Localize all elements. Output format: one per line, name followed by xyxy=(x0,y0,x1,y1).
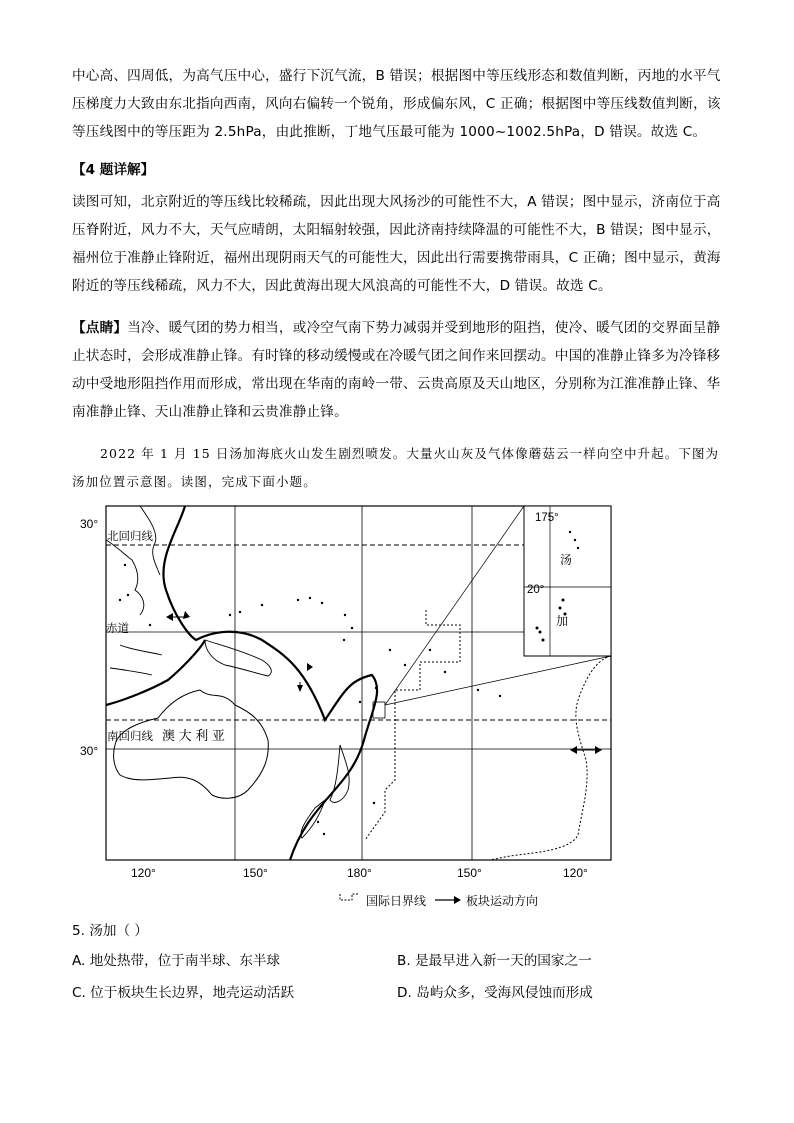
answer-paragraph-3: 中心高、四周低，为高气压中心，盛行下沉气流，B 错误；根据图中等压线形态和数值判断，丙地的水平气压梯度力大致由东北指向西南，风向右偏转一个锐角，形成偏东风，C 正确；根据图中等压线数值判断，该等压线图中的等压距为 2.5hPa，由此推断，丁地气压最可能为 1000~1002.5hPa，D 错误。故选 C。 xyxy=(72,68,721,140)
inset-label-ga: 加 xyxy=(556,614,569,628)
label-lat-30s: 30° xyxy=(80,744,99,758)
label-australia: 澳 大 利 亚 xyxy=(162,728,225,743)
plate-boundary xyxy=(163,506,377,860)
label-tropic-capricorn: 南回归线 xyxy=(107,731,153,743)
international-date-line xyxy=(365,610,460,840)
inset-label-tong: 汤 xyxy=(560,553,573,567)
dateline-legend-icon xyxy=(340,894,358,900)
inset-frame xyxy=(524,506,611,656)
option-b[interactable]: B. 是最早进入新一天的国家之一 xyxy=(397,953,592,969)
tip-text: 当冷、暖气团的势力相当，或冷空气南下势力减弱并受到地形的阻挡，使冷、暖气团的交界面呈静止状态时，会形成准静止锋。有时锋的移动缓慢或在冷暖气团之间作来回摆动。中国的准静止锋多为冷锋移动中受地形阻挡作用而形成，常出现在华南的南岭一带、云贵高原及天山地区，分别称为江淮准静止锋、华南准静止锋、天山准静止锋和云贵准静止锋。 xyxy=(72,320,721,420)
label-lat-30n: 30° xyxy=(80,517,99,531)
tip-label: 【点睛】 xyxy=(72,320,128,336)
legend-dateline-label: 国际日界线 xyxy=(366,894,427,908)
inset-label-lon: 175° xyxy=(535,512,559,524)
label-lon-120w: 120° xyxy=(563,866,588,880)
label-tropic-cancer: 北回归线 xyxy=(107,531,153,543)
option-a[interactable]: A. 地处热带，位于南半球、东半球 xyxy=(72,953,281,969)
label-lon-150e: 150° xyxy=(243,866,268,880)
question-5-stem: 5. 汤加（ ） xyxy=(72,923,148,939)
label-lon-120e: 120° xyxy=(131,866,156,880)
label-lon-150w: 150° xyxy=(457,866,482,880)
question-4-heading: 【4 题详解】 xyxy=(72,162,155,178)
label-lon-180: 180° xyxy=(347,866,372,880)
label-equator: 赤道 xyxy=(106,623,129,635)
answer-paragraph-4: 读图可知，北京附近的等压线比较稀疏，因此出现大风扬沙的可能性不大，A 错误；图中显示，济南位于高压脊附近，风力不大，天气应晴朗，太阳辐射较强，因此济南持续降温的可能性不大，B 错误；图中显示，福州位于准静止锋附近，福州出现阴雨天气的可能性大，因此出行需要携带雨具，C 正确；图中显示，黄海附近的等压线稀疏，风力不大，因此黄海出现大风浪高的可能性不大，D 错误。故选 C。 xyxy=(72,194,721,294)
legend-plate-label: 板块运动方向 xyxy=(466,894,539,908)
option-d[interactable]: D. 岛屿众多，受海风侵蚀而形成 xyxy=(397,985,593,1001)
inset-label-lat: 20° xyxy=(527,584,545,596)
option-c[interactable]: C. 位于板块生长边界，地壳运动活跃 xyxy=(72,985,295,1001)
question-intro: 2022 年 1 月 15 日汤加海底火山发生剧烈喷发。大量火山灰及气体像蘑菇云一样向空中升起。下图为汤加位置示意图。读图，完成下面小题。 xyxy=(72,446,720,489)
